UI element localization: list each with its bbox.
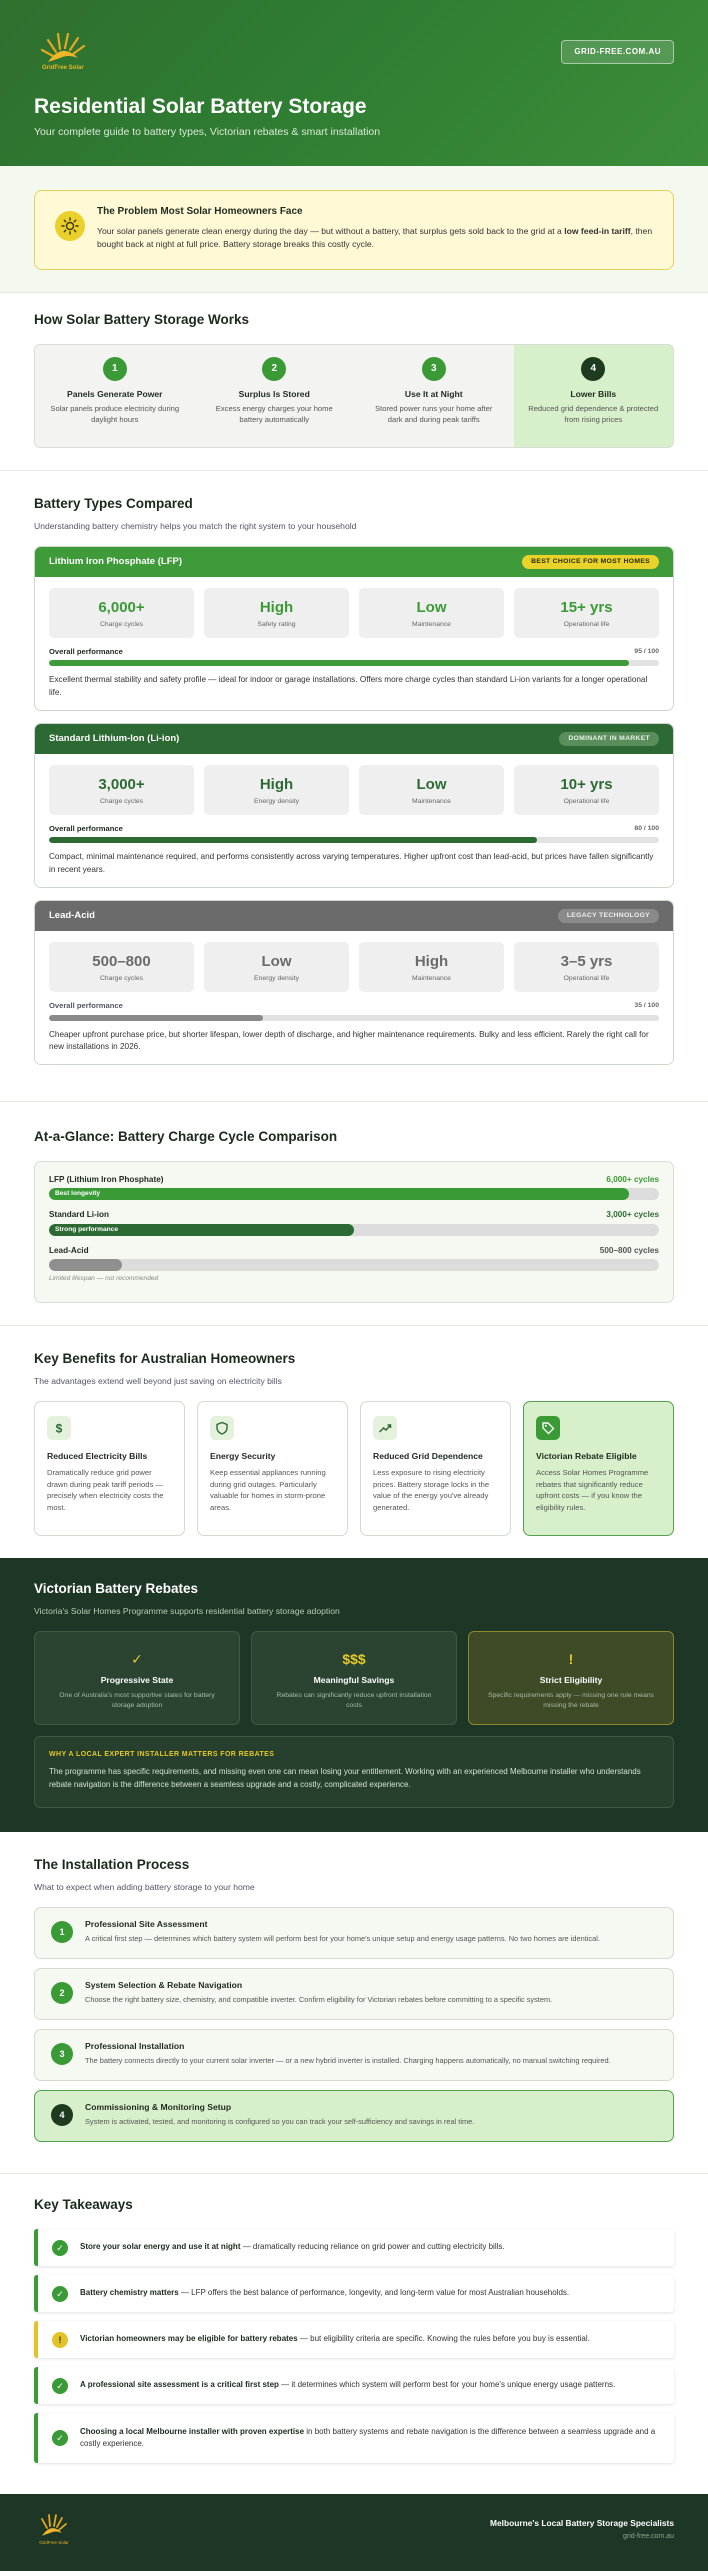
performance-label: Overall performance <box>49 646 123 656</box>
cycle-bar-fill <box>49 1259 122 1271</box>
stat-tile <box>514 765 659 815</box>
stat-value: High <box>259 598 294 616</box>
footer-tagline: Melbourne's Local Battery Storage Specialists <box>490 2518 674 2529</box>
rebate-note-text: The programme has specific requirements, and missing even one can mean losing your entitlement. Working with an experienced Melbourne installer who understands rebate navigation is the difference between a seamless upgrade and a costly, complicated experience. <box>49 1767 641 1789</box>
stat-tile <box>204 942 349 992</box>
rebate-card-title: Meaningful Savings <box>313 1675 395 1686</box>
how-it-works-section <box>0 292 708 470</box>
stat-value: Low <box>261 952 292 970</box>
stat-label: Energy density <box>254 797 299 805</box>
sun-icon <box>55 211 85 241</box>
rebate-card <box>251 1631 457 1725</box>
problem-callout <box>34 190 674 270</box>
install-step <box>34 1968 674 2020</box>
rebates-title: Victorian Battery Rebates <box>34 1581 199 1597</box>
stat-tile <box>359 942 504 992</box>
takeaway-item <box>34 2413 674 2463</box>
takeaway-text <box>80 2333 590 2345</box>
install-step-title: System Selection & Rebate Navigation <box>85 1980 243 1991</box>
cycle-value: 3,000+ cycles <box>606 1210 659 1220</box>
battery-name: Lithium Iron Phosphate (LFP) <box>49 556 182 568</box>
stat-label: Operational life <box>563 620 610 628</box>
stat-value: 15+ yrs <box>560 598 613 616</box>
takeaway-text <box>80 2379 615 2391</box>
cycle-row <box>49 1245 659 1284</box>
step-number: 4 <box>581 357 605 381</box>
cycle-value: 500–800 cycles <box>599 1245 659 1255</box>
dollar-icon <box>47 1416 71 1440</box>
warning-icon: ! <box>568 1651 574 1668</box>
stat-value: 6,000+ <box>98 598 145 616</box>
install-step-number: 1 <box>51 1921 73 1943</box>
takeaway-rest: — dramatically reducing reliance on grid power and cutting electricity bills. <box>240 2242 505 2252</box>
rebates-lead: Victoria's Solar Homes Programme supports residential battery storage adoption <box>34 1606 340 1617</box>
battery-card <box>34 546 674 711</box>
cycle-bar <box>49 1188 659 1200</box>
battery-description: Excellent thermal stability and safety profile — ideal for indoor or garage installations. Offers more charge cycles than standard Li-ion variants for a longer operational life. <box>49 675 648 698</box>
takeaway-bold: Choosing a local Melbourne installer with proven expertise <box>80 2426 305 2436</box>
step-card <box>514 345 674 447</box>
step-number: 1 <box>103 357 127 381</box>
svg-text:$: $ <box>55 1421 63 1436</box>
step-title: Panels Generate Power <box>66 388 163 399</box>
benefit-text: Keep essential appliances running during grid outages. Particularly valuable for homes in storm-prone areas. <box>210 1468 326 1512</box>
rebate-note-title: WHY A LOCAL EXPERT INSTALLER MATTERS FOR REBATES <box>49 1751 275 1759</box>
install-lead: What to expect when adding battery storage to your home <box>34 1882 255 1893</box>
problem-text: Your solar panels generate clean energy during the day — but without a battery, that surplus gets sold back to the grid at a low feed-in tariff, then bought back at night at full price. Battery storage breaks this costly cycle. <box>97 226 653 250</box>
takeaway-text <box>80 2287 569 2299</box>
cycle-bar-fill: Strong performance <box>49 1224 354 1236</box>
types-title: Battery Types Compared <box>34 495 193 511</box>
performance-row <box>49 1001 659 1012</box>
stat-tile <box>514 942 659 992</box>
stat-value: 3,000+ <box>98 775 145 793</box>
page-header <box>0 0 708 166</box>
cycle-name: Standard Li-ion <box>49 1210 110 1220</box>
warning-icon: ! <box>52 2332 68 2348</box>
benefit-text: Access Solar Homes Programme rebates that significantly reduce upfront costs — if you know the eligibility rules. <box>536 1468 649 1512</box>
rebate-card <box>468 1631 674 1725</box>
step-title: Surplus Is Stored <box>238 388 310 399</box>
problem-title: The Problem Most Solar Homeowners Face <box>97 206 303 217</box>
step-card <box>354 345 514 447</box>
tag-icon <box>536 1416 560 1440</box>
takeaway-item <box>34 2229 674 2266</box>
stat-label: Energy density <box>254 974 299 982</box>
shield-icon <box>210 1416 234 1440</box>
step-number: 3 <box>422 357 446 381</box>
takeaway-item <box>34 2275 674 2312</box>
installation-section <box>0 1832 708 2173</box>
stat-tile <box>49 942 194 992</box>
performance-bar-fill <box>49 1015 263 1021</box>
step-card <box>35 345 195 447</box>
performance-bar-fill <box>49 837 537 843</box>
cycle-bar-fill: Best longevity <box>49 1188 629 1200</box>
benefit-title: Energy Security <box>210 1451 276 1462</box>
performance-row <box>49 824 659 835</box>
benefits-lead: The advantages extend well beyond just saving on electricity bills <box>34 1376 282 1387</box>
stat-label: Maintenance <box>412 797 451 805</box>
cycle-comparison-section <box>0 1101 708 1326</box>
stat-value: 3–5 yrs <box>560 952 613 970</box>
benefit-title: Victorian Rebate Eligible <box>536 1451 637 1462</box>
how-title: How Solar Battery Storage Works <box>34 312 250 327</box>
footer-url[interactable]: grid-free.com.au <box>623 2533 674 2541</box>
stat-tile <box>514 588 659 638</box>
cycle-row-header <box>49 1174 659 1185</box>
checkmark-icon: ✓ <box>52 2378 68 2394</box>
site-link-button[interactable]: GRID-FREE.COM.AU <box>561 40 674 64</box>
checkmark-icon: ✓ <box>131 1651 143 1668</box>
takeaway-rest: — LFP offers the best balance of performance, longevity, and long-term value for most Australian households. <box>178 2288 570 2298</box>
cycle-row <box>49 1209 659 1235</box>
stat-tile <box>359 588 504 638</box>
benefit-text: Less exposure to rising electricity prices. Battery storage locks in the value of the energy you've already generated. <box>373 1468 490 1512</box>
battery-card <box>34 723 674 888</box>
page-title: Residential Solar Battery Storage <box>34 95 367 118</box>
step-text: Solar panels produce electricity during daylight hours <box>50 403 180 424</box>
stat-value: 500–800 <box>92 952 151 970</box>
cycle-note: Limited lifespan — not recommended <box>49 1275 159 1283</box>
checkmark-icon: ✓ <box>52 2430 68 2446</box>
takeaway-rest: — but eligibility criteria are specific. Knowing the rules before you buy is essential. <box>297 2334 590 2344</box>
performance-score: 35 / 100 <box>634 1001 659 1009</box>
step-text: Reduced grid dependence & protected from rising prices <box>528 403 659 424</box>
takeaway-text <box>80 2426 662 2451</box>
cycle-row <box>49 1174 659 1200</box>
cycle-bar <box>49 1259 659 1271</box>
benefit-card <box>197 1401 348 1536</box>
performance-score: 80 / 100 <box>634 824 659 832</box>
benefits-section <box>0 1325 708 1558</box>
stat-label: Maintenance <box>412 620 451 628</box>
install-step <box>34 1907 674 1959</box>
stat-tile <box>49 588 194 638</box>
battery-stats <box>49 942 659 992</box>
cycle-bar <box>49 1224 659 1236</box>
performance-label: Overall performance <box>49 823 123 833</box>
rebate-card-title: Progressive State <box>100 1675 174 1686</box>
performance-bar-fill <box>49 660 629 666</box>
takeaway-item <box>34 2367 674 2404</box>
battery-name: Lead-Acid <box>49 910 95 922</box>
battery-card-header <box>35 901 673 931</box>
benefit-text: Dramatically reduce grid power drawn during peak tariff periods — precisely when electricity costs the most. <box>47 1468 164 1512</box>
stat-label: Charge cycles <box>99 620 144 628</box>
stat-label: Charge cycles <box>99 797 144 805</box>
stat-value: Low <box>416 775 447 793</box>
step-number: 2 <box>262 357 286 381</box>
rebate-card-text: Rebates can significantly reduce upfront installation costs <box>276 1692 432 1710</box>
benefit-title: Reduced Grid Dependence <box>373 1451 483 1462</box>
takeaway-rest: — it determines which system will perform best for your home's unique energy usage patterns. <box>278 2380 616 2390</box>
takeaway-bold: Victorian homeowners may be eligible for battery rebates <box>80 2334 298 2344</box>
cycle-value: 6,000+ cycles <box>606 1174 659 1184</box>
stat-value: 10+ yrs <box>560 775 613 793</box>
sun-logo-icon[interactable] <box>34 2510 74 2546</box>
performance-score: 95 / 100 <box>634 647 659 655</box>
logo-text: GridFree Solar <box>42 65 84 71</box>
stat-value: Low <box>416 598 447 616</box>
stat-tile <box>359 765 504 815</box>
battery-card-body <box>35 577 673 710</box>
checkmark-icon: ✓ <box>52 2286 68 2302</box>
battery-card-header <box>35 724 673 754</box>
rebates-section <box>0 1558 708 1832</box>
battery-types-section <box>0 470 708 1101</box>
battery-stats <box>49 588 659 638</box>
install-step <box>34 2090 674 2142</box>
takeaways-section <box>0 2173 708 2494</box>
benefit-title: Reduced Electricity Bills <box>47 1451 148 1462</box>
benefit-card <box>523 1401 674 1536</box>
stat-value: High <box>259 775 294 793</box>
stat-label: Safety rating <box>257 620 296 628</box>
stat-tile <box>49 765 194 815</box>
cycle-comparison-panel <box>34 1161 674 1304</box>
dollar-icon: $$$ <box>342 1651 366 1668</box>
svg-text:GridFree Solar: GridFree Solar <box>39 2540 69 2546</box>
benefits-title: Key Benefits for Australian Homeowners <box>34 1351 296 1367</box>
rebate-cards <box>34 1631 674 1725</box>
cycle-name: LFP (Lithium Iron Phosphate) <box>49 1174 164 1184</box>
benefit-card <box>34 1401 185 1536</box>
trending-up-icon <box>373 1416 397 1440</box>
step-card <box>195 345 355 447</box>
install-step-number: 4 <box>51 2104 73 2126</box>
performance-row <box>49 647 659 658</box>
benefit-card <box>360 1401 511 1536</box>
battery-stats <box>49 765 659 815</box>
battery-card <box>34 900 674 1065</box>
install-step <box>34 2029 674 2081</box>
benefits-grid <box>34 1401 674 1536</box>
page-footer <box>0 2494 708 2571</box>
install-step-text: A critical first step — determines which battery system will perform best for your home's unique setup and energy usage patterns. No two homes are identical. <box>85 1934 600 1944</box>
stat-label: Charge cycles <box>99 974 144 982</box>
rebate-card <box>34 1631 240 1725</box>
stat-label: Operational life <box>563 974 610 982</box>
step-title: Use It at Night <box>404 388 463 399</box>
install-step-text: The battery connects directly to your current solar inverter — or a new hybrid inverter is installed. Charging happens automatically, no manual switching required. <box>85 2056 611 2066</box>
battery-badge: DOMINANT IN MARKET <box>559 732 659 746</box>
rebate-note <box>34 1736 674 1808</box>
cycles-title: At-a-Glance: Battery Charge Cycle Comparison <box>34 1128 338 1144</box>
types-lead: Understanding battery chemistry helps you match the right system to your household <box>34 520 357 531</box>
stat-tile <box>204 765 349 815</box>
stat-label: Maintenance <box>412 974 451 982</box>
stat-tile <box>204 588 349 638</box>
battery-card-body <box>35 931 673 1064</box>
battery-name: Standard Lithium-Ion (Li-ion) <box>49 733 180 745</box>
install-step-text: Choose the right battery size, chemistry, and compatible inverter. Confirm eligibility for Victorian rebates before committing to a specific system. <box>85 1995 553 2005</box>
cycle-row-header <box>49 1209 659 1220</box>
battery-description: Cheaper upfront purchase price, but shorter lifespan, lower depth of discharge, and higher maintenance requirements. Bulky and less efficient. Rarely the right call for new installations in 2026. <box>49 1029 649 1052</box>
cycle-row-header <box>49 1245 659 1256</box>
step-text: Excess energy charges your home battery automatically <box>215 403 333 424</box>
install-step-title: Professional Site Assessment <box>85 1919 208 1930</box>
stat-value: High <box>414 952 449 970</box>
stat-label: Operational life <box>563 797 610 805</box>
performance-bar <box>49 660 659 666</box>
performance-bar <box>49 1015 659 1021</box>
install-title: The Installation Process <box>34 1857 190 1873</box>
rebate-card-text: Specific requirements apply — missing one rule means missing the rebate <box>488 1692 654 1710</box>
install-step-title: Commissioning & Monitoring Setup <box>85 2102 232 2113</box>
takeaway-bold: Battery chemistry matters <box>80 2288 179 2298</box>
checkmark-icon: ✓ <box>52 2240 68 2256</box>
takeaway-item <box>34 2321 674 2358</box>
takeaways-title: Key Takeaways <box>34 2197 133 2213</box>
page-subtitle: Your complete guide to battery types, Victorian rebates & smart installation <box>34 126 381 138</box>
battery-badge: LEGACY TECHNOLOGY <box>558 909 659 923</box>
rebate-card-text: One of Australia's most supportive states for battery storage adoption <box>59 1692 215 1710</box>
step-title: Lower Bills <box>570 388 617 399</box>
problem-section <box>0 166 708 292</box>
takeaway-text <box>80 2241 505 2253</box>
cycle-name: Lead-Acid <box>49 1245 89 1255</box>
install-step-number: 2 <box>51 1982 73 2004</box>
step-text: Stored power runs your home after dark and during peak tariffs <box>375 403 493 424</box>
takeaway-rest: in both battery systems and rebate navigation is the difference between a seamless upgrade and a costly experience. <box>80 2426 656 2449</box>
rebate-card-title: Strict Eligibility <box>539 1675 603 1686</box>
install-step-title: Professional Installation <box>85 2041 185 2052</box>
performance-label: Overall performance <box>49 1000 123 1010</box>
battery-badge: BEST CHOICE FOR MOST HOMES <box>522 555 659 569</box>
steps-row <box>34 344 674 448</box>
performance-bar <box>49 837 659 843</box>
battery-card-header <box>35 547 673 577</box>
takeaway-bold: A professional site assessment is a critical first step <box>80 2380 279 2390</box>
takeaway-bold: Store your solar energy and use it at night <box>80 2242 241 2252</box>
install-step-number: 3 <box>51 2043 73 2065</box>
install-step-text: System is activated, tested, and monitoring is configured so you can track your self-sufficiency and savings in real time. <box>85 2117 475 2127</box>
battery-card-body <box>35 754 673 887</box>
battery-description: Compact, minimal maintenance required, and performs consistently across varying temperatures. Higher upfront cost than lead-acid, but prices have fallen significantly in recent years. <box>49 852 654 875</box>
